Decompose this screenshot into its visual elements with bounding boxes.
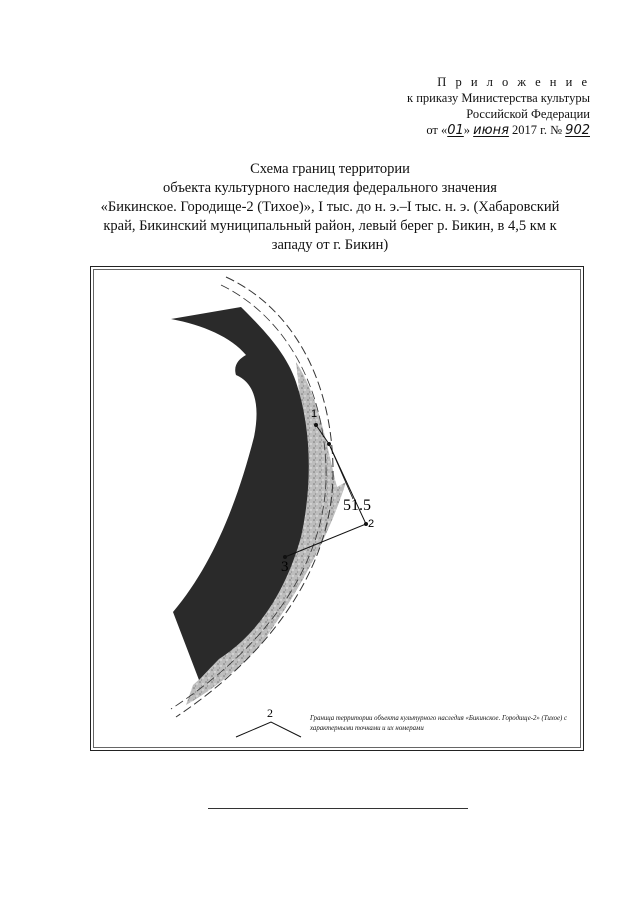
- riverbank-line-outer: [176, 277, 333, 717]
- elevation-mark: 51.5: [343, 497, 371, 514]
- date-day: 01: [447, 123, 464, 138]
- title-line-3: «Бикинское. Городище-2 (Тихое)», I тыс. до н. э.–I тыс. н. э. (Хабаровский: [100, 199, 560, 215]
- footer-rule: [208, 808, 468, 809]
- date-month: июня: [473, 123, 509, 138]
- appendix-heading: П р и л о ж е н и е: [437, 75, 590, 89]
- point-label-1: 1: [311, 408, 318, 420]
- appendix-federation-line: Российской Федерации: [466, 107, 590, 121]
- territory-boundary: [285, 425, 366, 557]
- point-label-2: 2: [368, 518, 375, 530]
- point-label-3: 3: [281, 559, 289, 575]
- document-title: [80, 160, 580, 255]
- date-year: 2017 г. №: [512, 123, 563, 137]
- order-number: 902: [565, 123, 590, 138]
- appendix-header: [380, 74, 590, 139]
- boundary-segment: [329, 444, 353, 499]
- title-line-2: объекта культурного наследия федерального значения: [163, 180, 497, 196]
- title-line-4: край, Бикинский муниципальный район, левый берег р. Бикин, в 4,5 км к: [103, 218, 557, 234]
- legend-description: Граница территории объекта культурного наследия «Бикинское. Городище-2» (Тихое) с характерными точками и их номерами: [310, 715, 568, 732]
- legend-point-label: 2: [267, 706, 273, 720]
- date-prefix: от «: [426, 123, 448, 137]
- speckled-zone: [186, 362, 346, 705]
- title-line-1: Схема границ территории: [250, 161, 410, 177]
- dark-filled-area: [171, 307, 309, 680]
- map-frame: [90, 266, 584, 751]
- boundary-point-2: [364, 522, 368, 526]
- boundary-point-1a: [327, 442, 331, 446]
- legend-boundary-sample: [236, 722, 301, 737]
- boundary-point-3: [283, 555, 287, 559]
- appendix-date-line: [380, 122, 590, 139]
- date-mid: »: [463, 123, 471, 137]
- boundary-map: [91, 267, 585, 752]
- appendix-ministry-line: к приказу Министерства культуры: [407, 91, 590, 105]
- boundary-point-1: [314, 423, 318, 427]
- riverbank-line-inner: [171, 285, 326, 709]
- title-line-5: западу от г. Бикин): [271, 237, 389, 253]
